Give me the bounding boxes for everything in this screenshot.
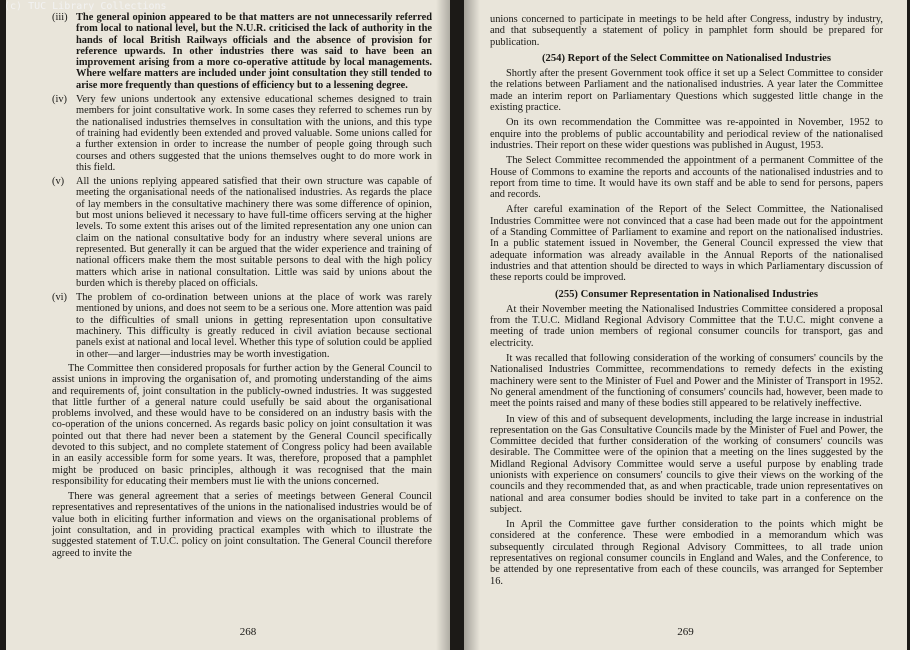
list-item-number: (v) (52, 176, 65, 188)
paragraph: unions concerned to participate in meetings to be held after Congress, industry by industry, and that subsequently a statement of policy in pamphlet form should be prepared for publication. (490, 14, 883, 48)
left-page-body (52, 12, 432, 559)
paragraph: After careful examination of the Report of the Select Committee, the Nationalised Industries Committee were not convinced that a case had been made out for the appointment of a Standing Committee of Parliament to examine and report on the nationalised industries. In a public statement issued in November, the General Council expressed the view that adequate information was already available in the Annual Reports of the nationalised industries and that attention should be directed to ways in which Parliamentary discussion of these reports could be improved. (490, 204, 883, 284)
list-item (52, 176, 432, 289)
list-item-number: (vi) (52, 292, 68, 304)
paragraph: It was recalled that following consideration of the working of consumers' councils by the Nationalised Industries Committee, recommendations to remedy defects in the existing machinery were sent to the Minister of Fuel and Power and the Minister of Transport in 1952. No general amendment of the functioning of consumers' councils had, however, been made to meet the points raised and many of these bodies still appeared to be relatively ineffective. (490, 353, 883, 410)
page-number: 268 (239, 626, 257, 638)
list-item (52, 94, 432, 173)
paragraph: There was general agreement that a series of meetings between General Council representatives and representatives of the unions in the nationalised industries would be of value both in eliciting further information and views on the organisational problems of joint consultation, and in providing practical examples with which to illustrate the suggested statement of T.U.C. policy on joint consultation. The General Council therefore agreed to invite the (52, 491, 432, 559)
list-item-number: (iii) (52, 12, 68, 23)
right-page-body (490, 14, 883, 587)
paragraph: The Select Committee recommended the appointment of a permanent Committee of the House of Commons to examine the reports and accounts of the nationalised industries and to report from time to time. It would have its own staff and be able to send for persons, papers and records. (490, 155, 883, 201)
watermark: (c) TUC Library Collections (4, 1, 167, 12)
list-item-number: (iv) (52, 94, 68, 106)
page-number: 269 (677, 626, 694, 638)
list-item-text: The general opinion appeared to be that matters are not unnecessarily referred from local to national level, but the N.U.R. criticised the lack of authority in the hands of local British Railways officials and the absence of provision for reference upwards. In other industries there was said to have been an improvement arising from a more co-operative attitude by local managements. Where welfare matters are included under joint consultation they still tended to arise more frequently than questions of efficiency but to a lessening degree. (76, 12, 432, 91)
paragraph: In view of this and of subsequent developments, including the large increase in industrial representation on the Gas Consultative Councils made by the Minister of Fuel and Power, the Committee decided that further consideration of the working of consumers' councils was desirable. The Committee were of the opinion that a meeting on the lines suggested by the Midland Regional Advisory Committee would serve a useful purpose by enabling trade unionists with experience on consumers' councils to give their views on the working of the councils and they recommended that, as and when practicable, trade union representatives on national and area consumer bodies should be invited to take part in a conference on the subject. (490, 413, 883, 515)
paragraph: In April the Committee gave further consideration to the points which might be considered at the conference. These were embodied in a memorandum which was subsequently circulated through Regional Advisory Committees, to all trade union representatives on regional consumer councils in England and Wales, and the Conference, to be attended by one representative from each of these councils, was arranged for September 16. (490, 519, 883, 587)
list-item-text: Very few unions undertook any extensive educational schemes designed to train members for joint consultative work. In some cases they referred to schemes run by the nationalised industries themselves in consultation with the unions, and this type of training had evidently been extended and proved valuable. Some unions called for a further extension in order to increase the number of people going through such courses and others suggested that the unions themselves ought to do more work in this field. (76, 94, 432, 173)
list-item-text: The problem of co-ordination between unions at the place of work was rarely mentioned by unions, and does not seem to be a serious one. More attention was paid to the difficulties of small unions in getting representation upon consultative machinery. This difficulty is greatly reduced in civil aviation because sectional panels exist at national and local level. Whether this type of solution could be applied in other—and larger—industries may be worth investigation. (76, 292, 432, 360)
gutter-shadow (436, 0, 450, 650)
left-page (6, 0, 450, 650)
list-item (52, 292, 432, 360)
paragraph: On its own recommendation the Committee was re-appointed in November, 1952 to enquire into the problems of public accountability and periodical review of the nationalised industries. Their report on these wider questions was published in August, 1953. (490, 117, 883, 151)
paragraph: At their November meeting the Nationalised Industries Committee considered a proposal from the T.U.C. Midland Regional Advisory Committee that the T.U.C. might convene a meeting of trade union members of regional consumer councils for transport, gas and electricity. (490, 303, 883, 349)
list-item (52, 12, 432, 91)
section-heading: (254) Report of the Select Committee on Nationalised Industries (542, 52, 831, 64)
section-heading: (255) Consumer Representation in Nationalised Industries (555, 288, 818, 300)
paragraph: Shortly after the present Government took office it set up a Select Committee to consider the relations between Parliament and the nationalised industries. A year later the Committee made an interim report on Parliamentary Questions which suggested little change in the existing practice. (490, 68, 883, 114)
right-page (464, 0, 907, 650)
list-item-text: All the unions replying appeared satisfied that their own structure was capable of meeting the organisational needs of the nationalised industries. As regards the place of lay members in the consultative machinery there was some difference of opinion, but most unions believed it necessary to have full-time officers serving at the higher levels. To some extent this arises out of the limited representation any one union can claim on the national consultative body for an industry where several unions are represented. But generally it can be argued that the wider experience and training of national officers make them the most suitable persons to deal with the high policy matters which arise in national consultation. Little was said by unions about the burden which is thereby placed on officials. (76, 176, 432, 289)
gutter-shadow (464, 0, 480, 650)
paragraph: The Committee then considered proposals for further action by the General Council to assist unions in improving the organisation of, and promoting understanding of the aims and requirements of, joint consultation in the publicly-owned industries. It was suggested that little further of a general nature could usefully be said about the organisational problems involved, and these would have to be considered on an industry basis with the co-operation of the unions concerned. As regards basic policy on joint consultation it was pointed out that there had never been a statement by the General Council specifically devoted to this subject, and no complete statement of Congress policy had been available in an easily accessible form for some years. It was, therefore, proposed that a pamphlet might be produced on basic principles, although it was recognised that the main responsibility for educating their members must lie with the unions concerned. (52, 362, 432, 487)
